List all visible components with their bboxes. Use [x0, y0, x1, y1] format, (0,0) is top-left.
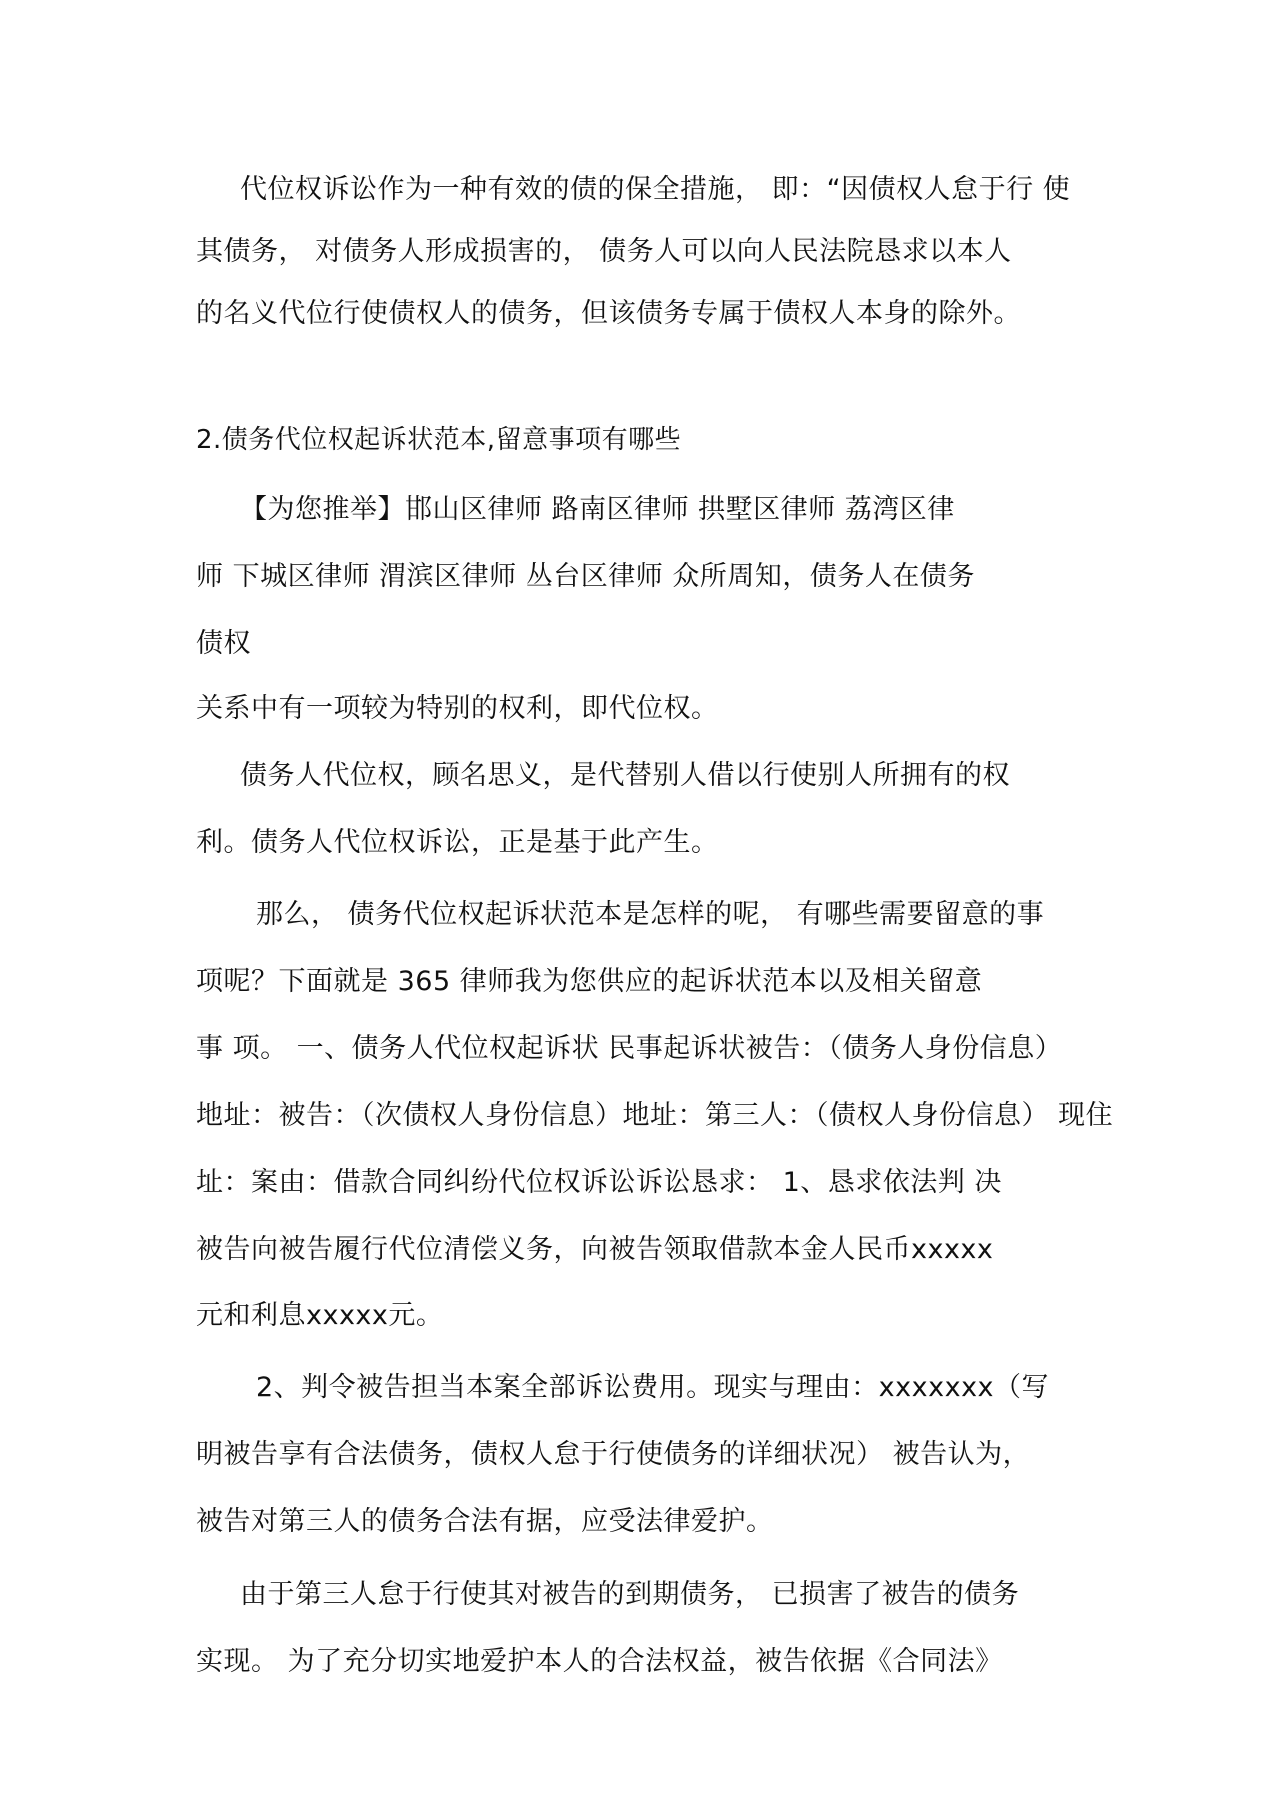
- paragraph-line: 师 下城区律师 渭滨区律师 丛台区律师 众所周知，债务人在债务: [196, 561, 975, 592]
- paragraph-line: 关系中有一项较为特别的权利，即代位权。: [196, 693, 719, 724]
- paragraph-line: 事 项。 一、债务人代位权起诉状 民事起诉状被告：（债务人身份信息）: [196, 1033, 1063, 1064]
- paragraph-line: 实现。 为了充分切实地爱护本人的合法权益，被告依据《合同法》: [196, 1646, 1003, 1677]
- paragraph-line: 地址：被告：（次债权人身份信息）地址：第三人：（债权人身份信息） 现住: [196, 1100, 1114, 1131]
- paragraph-line: 利。债务人代位权诉讼，正是基于此产生。: [196, 827, 719, 858]
- paragraph-line: 债权: [196, 628, 251, 659]
- paragraph-line: 【为您推举】邯山区律师 路南区律师 拱墅区律师 荔湾区律: [240, 494, 955, 525]
- paragraph-line: 债务人代位权，顾名思义，是代替别人借以行使别人所拥有的权: [240, 760, 1010, 791]
- paragraph-line: 被告对第三人的债务合法有据，应受法律爱护。: [196, 1506, 774, 1537]
- paragraph-line: 被告向被告履行代位清偿义务，向被告领取借款本金人民币xxxxx: [196, 1234, 994, 1265]
- paragraph-line: 元和利息xxxxx元。: [196, 1300, 444, 1331]
- paragraph-line: 项呢？下面就是 365 律师我为您供应的起诉状范本以及相关留意: [196, 966, 983, 997]
- section-heading: 2.债务代位权起诉状范本,留意事项有哪些: [196, 425, 682, 455]
- paragraph-line: 址：案由：借款合同纠纷代位权诉讼诉讼恳求： 1、恳求依法判 决: [196, 1167, 1002, 1198]
- paragraph-line: 其债务， 对债务人形成损害的， 债务人可以向人民法院恳求以本人: [196, 236, 1012, 267]
- paragraph-line: 明被告享有合法债务，债权人怠于行使债务的详细状况） 被告认为，: [196, 1439, 1031, 1470]
- paragraph-line: 那么， 债务代位权起诉状范本是怎样的呢， 有哪些需要留意的事: [256, 899, 1045, 930]
- paragraph-line: 由于第三人怠于行使其对被告的到期债务， 已损害了被告的债务: [240, 1579, 1020, 1610]
- paragraph-line: 2、判令被告担当本案全部诉讼费用。现实与理由：xxxxxxx（写: [256, 1372, 1050, 1403]
- paragraph-line: 代位权诉讼作为一种有效的债的保全措施， 即：“因债权人怠于行 使: [240, 174, 1071, 205]
- paragraph-line: 的名义代位行使债权人的债务，但该债务专属于债权人本身的除外。: [196, 298, 1021, 329]
